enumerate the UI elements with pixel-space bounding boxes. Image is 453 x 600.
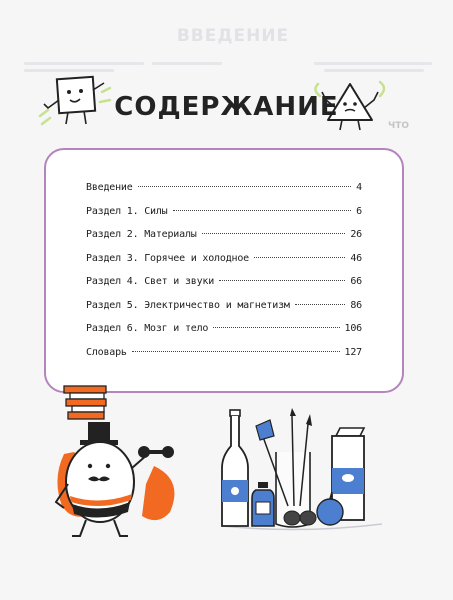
toc-entry-page: 66 bbox=[350, 276, 362, 287]
toc-leader-dots bbox=[132, 351, 340, 352]
background-heading: ВВЕДЕНИЕ bbox=[176, 26, 290, 46]
toc-entry-section-1[interactable] bbox=[86, 206, 362, 230]
toc-leader-dots bbox=[213, 327, 339, 328]
toc-leader-dots bbox=[219, 280, 345, 281]
toc-list bbox=[86, 182, 362, 370]
page-title: СОДЕРЖАНИЕ bbox=[114, 92, 339, 122]
toc-entry-section-3[interactable] bbox=[86, 253, 362, 277]
toc-entry-section-5[interactable] bbox=[86, 300, 362, 324]
background-side-label: ЧТО bbox=[388, 121, 410, 131]
toc-entry-section-2[interactable] bbox=[86, 229, 362, 253]
toc-entry-page: 6 bbox=[356, 205, 362, 217]
toc-entry-glossary[interactable] bbox=[86, 347, 362, 371]
toc-entry-title: Раздел 4. Свет и звуки bbox=[86, 276, 215, 287]
egg-mascot-icon bbox=[50, 384, 190, 544]
toc-entry-page: 106 bbox=[344, 323, 362, 334]
toc-entry-page: 46 bbox=[350, 252, 362, 264]
science-supplies-icon bbox=[212, 406, 392, 536]
toc-entry-page: 4 bbox=[356, 182, 362, 193]
toc-leader-dots bbox=[138, 186, 352, 187]
toc-leader-dots bbox=[173, 210, 352, 211]
toc-entry-introduction[interactable] bbox=[86, 182, 362, 206]
toc-entry-section-6[interactable] bbox=[86, 323, 362, 347]
toc-entry-title: Словарь bbox=[86, 346, 127, 358]
toc-entry-title: Раздел 5. Электричество и магнетизм bbox=[86, 299, 290, 311]
toc-entry-section-4[interactable] bbox=[86, 276, 362, 300]
toc-entry-page: 26 bbox=[350, 229, 362, 240]
toc-leader-dots bbox=[202, 233, 346, 234]
toc-entry-title: Раздел 6. Мозг и тело bbox=[86, 323, 209, 334]
toc-entry-title: Раздел 1. Силы bbox=[86, 205, 168, 217]
toc-entry-title: Раздел 2. Материалы bbox=[86, 229, 197, 240]
toc-entry-page: 127 bbox=[344, 346, 362, 358]
toc-entry-title: Раздел 3. Горячее и холодное bbox=[86, 252, 249, 264]
toc-leader-dots bbox=[254, 257, 345, 258]
toc-entry-page: 86 bbox=[350, 299, 362, 311]
toc-leader-dots bbox=[295, 304, 346, 305]
toc-entry-title: Введение bbox=[86, 182, 133, 193]
toc-box bbox=[44, 148, 404, 393]
